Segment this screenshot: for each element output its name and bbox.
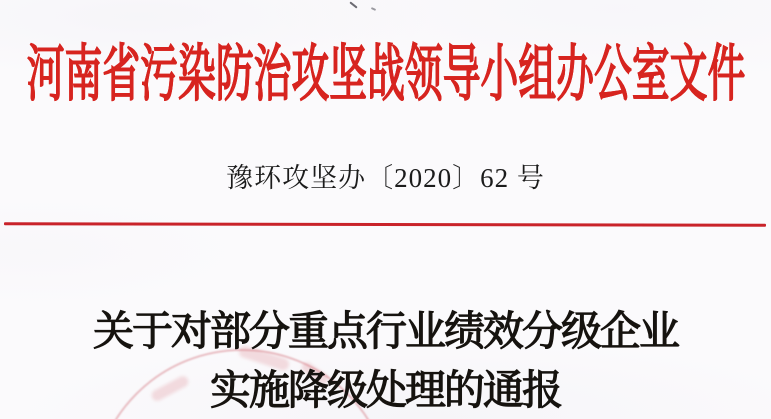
letterhead-banner xyxy=(0,40,771,111)
letterhead-issuer-text: 河南省污染防治攻坚战领导小组办公室文件 xyxy=(26,41,745,109)
document-title-line-2: 实施降级处理的通报 xyxy=(210,367,561,413)
scan-artifact-mark xyxy=(371,7,376,11)
red-divider-rule xyxy=(4,222,766,227)
scan-artifact-mark xyxy=(349,1,357,8)
document-title xyxy=(0,302,771,419)
document-reference-number: 豫环攻坚办〔2020〕62 号 xyxy=(226,163,545,193)
document-title-line-1: 关于对部分重点行业绩效分级企业 xyxy=(93,308,678,354)
